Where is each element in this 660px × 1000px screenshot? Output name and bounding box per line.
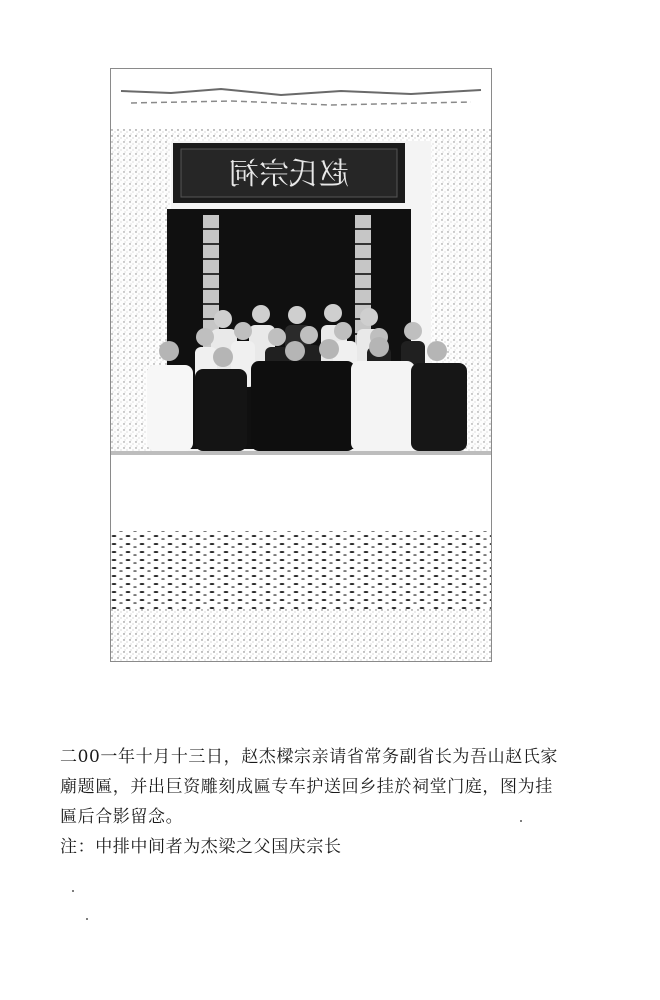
photo-caption bbox=[60, 742, 560, 862]
group-photo bbox=[110, 68, 492, 662]
caption-note: 注：中排中间者为杰梁之父国庆宗长 bbox=[60, 837, 342, 857]
plaque-text: 赵氏宗祠 bbox=[229, 157, 349, 192]
caption-paragraph: 二00一年十月十三日，赵杰樑宗亲请省常务副省长为吾山赵氏家廟题匾，并出巨资雕刻成匾专车护送回乡挂於祠堂门庭，图为挂匾后合影留念。 bbox=[60, 747, 559, 827]
scan-speck bbox=[72, 890, 74, 892]
scan-speck bbox=[86, 918, 88, 920]
scan-speck bbox=[520, 820, 522, 822]
